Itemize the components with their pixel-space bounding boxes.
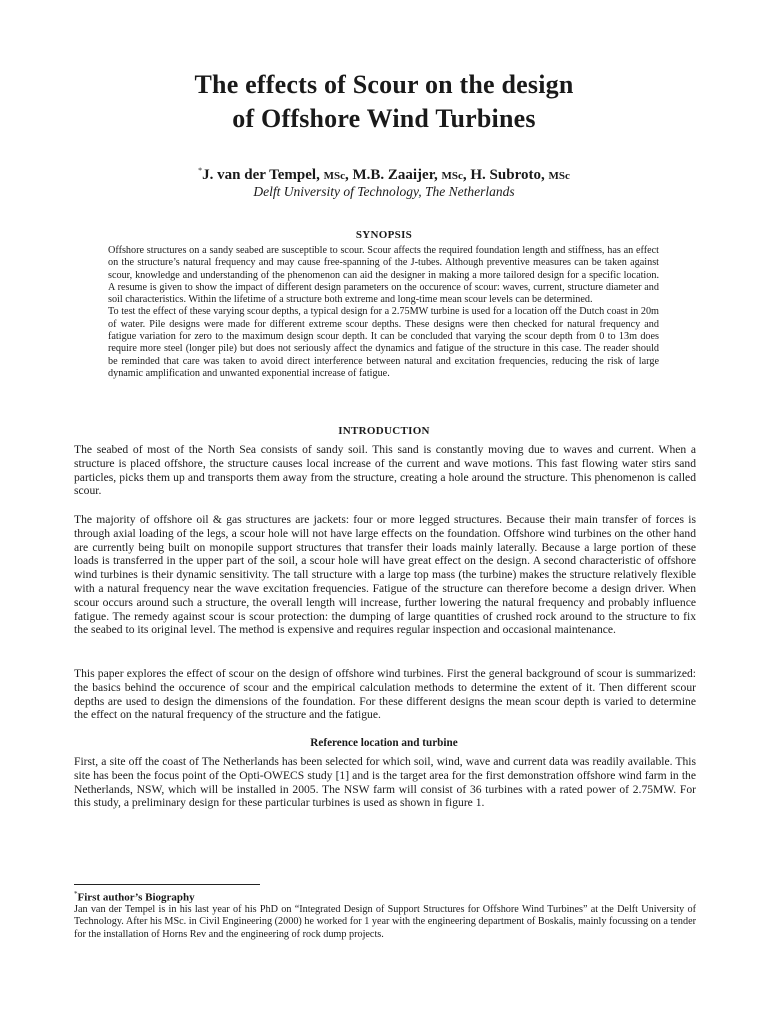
footnote-title-text: First author’s Biography	[77, 891, 195, 904]
footnote-divider	[74, 884, 260, 885]
intro-paragraph-2-text: The majority of offshore oil & gas structures are jackets: four or more legged structures. Because their main transfer of forces is through axial loading of the legs, a scour hole will not have large effects on the foundation. Offshore wind turbines on the other hand are currently being built on monopile support structures that transfer their loads mainly laterally. Because a large portion of these loads is transferred in the upper part of the soil, a scour hole will have great effect on the design. A second characteristic of offshore wind turbines is their dynamic sensitivity. The tall structure with a large top mass (the turbine) makes the structure relatively flexible with a natural frequency near the wave excitation frequencies. Fatigue of the structure can therefore become a design driver. When scour occurs around such a structure, the overall length will increase, further lowering the natural frequency and probably influence fatigue. The remedy against scour is scour protection: the dumping of large quantities of crushed rock around to the structure to fix the seabed to its original level. The method is expensive and requires regular inspection and occasional maintenance.	[74, 513, 696, 637]
footnote-marker: *	[74, 890, 78, 898]
introduction-heading: INTRODUCTION	[338, 425, 430, 437]
footnote-text: Jan van der Tempel is in his last year of his PhD on “Integrated Design of Support Structures for Offshore Wind Turbines” at the Delft University of Technology. After his MSc. in Civil Engineering (2000) he worked for 1 year with the engineering department of Boskalis, mainly focussing on a tender for the installation of Horns Rev and the engineering of rock dump projects.	[74, 904, 696, 940]
intro-paragraph-3-text: This paper explores the effect of scour on the design of offshore wind turbines. First the general background of scour is summarized: the basics behind the occurence of scour and the empirical calculation methods to determine the extent of it. Then different scour depths are used to design the dimensions of the foundation. For these different designs the mean scour depth is varied to determine the effect on the natural frequency of the structure and the fatigue.	[74, 667, 696, 722]
synopsis-paragraph-2: To test the effect of these varying scour depths, a typical design for a 2.75MW turbine is used for a location off the Dutch coast in 20m of water. Pile designs were made for different extreme scour depths. These designs were then checked for natural frequency and fatigue variation for zero to the maximum design scour depth. It can be concluded that varying the scour depth from 0 to 13m does require more steel (longer pile) but does not seriously affect the dynamics and fatigue of the structure in this case. The reader should be reminded that care was taken to avoid direct interference between natural and excitation frequencies, reducing the risk of large dynamic amplification and unwanted exponential increase of fatigue.	[108, 306, 659, 379]
author-footnote-marker: *	[198, 166, 203, 175]
reference-location-heading: Reference location and turbine	[310, 737, 458, 749]
author-2-name: M.B. Zaaijer,	[352, 167, 438, 183]
intro-paragraph-1	[74, 443, 696, 498]
reference-paragraph	[74, 755, 696, 810]
synopsis-block	[108, 245, 659, 380]
author-affiliation: Delft University of Technology, The Netherlands	[253, 184, 515, 199]
reference-paragraph-text: First, a site off the coast of The Netherlands has been selected for which soil, wind, wave and current data was readily available. This site has been the focus point of the Opti-OWECS study [1] and is the target area for the first demonstration offshore wind farm in the Netherlands, NSW, which will be installed in 2005. The NSW farm will consist of 36 turbines with a rated power of 2.75MW. For this study, a preliminary design for these particular turbines is used as shown in figure 1.	[74, 755, 696, 810]
synopsis-heading: SYNOPSIS	[355, 229, 413, 241]
author-2-degree: MSc	[441, 170, 463, 182]
author-1-degree: MSc	[323, 170, 345, 182]
author-1-name: J. van der Tempel,	[202, 167, 320, 183]
synopsis-paragraph-1: Offshore structures on a sandy seabed are susceptible to scour. Scour affects the required foundation length and stiffness, has an effect on the structure’s natural frequency and may cause free-spanning of the J-tubes. Although preventive measures can be taken against scour, knowledge and understanding of the phenomenon can aid the designer in making a more tailored design for a specific location. A resume is given to show the impact of different design parameters on the occurence of scour: waves, current, structure diameter and soil characteristics. Within the lifetime of a structure both extreme and long-time mean scour levels can be determined.	[108, 245, 659, 306]
footnote-title	[74, 890, 195, 904]
paper-title-line-1: The effects of Scour on the design	[194, 70, 574, 99]
author-3-degree: MSc	[548, 170, 570, 182]
intro-paragraph-2	[74, 513, 696, 637]
author-list: *J. van der Tempel, MSc, M.B. Zaaijer, MSc, H. Subroto, MSc	[198, 166, 570, 183]
intro-paragraph-1-text: The seabed of most of the North Sea consists of sandy soil. This sand is constantly moving due to waves and current. When a structure is placed offshore, the structure causes local increase of the current and wave motions. This fast flowing water stirs sand particles, picks them up and transports them away from the structure, creating a hole around the structure. This phenomenon is called scour.	[74, 443, 696, 498]
author-3-name: H. Subroto,	[470, 167, 545, 183]
intro-paragraph-3	[74, 667, 696, 722]
paper-title-line-2: of Offshore Wind Turbines	[232, 104, 536, 133]
